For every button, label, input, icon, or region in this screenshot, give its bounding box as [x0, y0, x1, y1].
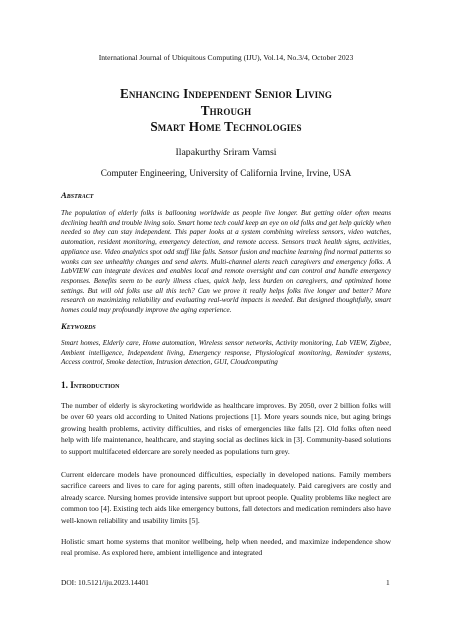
introduction-paragraph-1: The number of elderly is skyrocketing worldwide as healthcare improves. By 2050, over 2 billion folks will be over 60 years old according to United Nations projections [1]. More years sounds nice, but aging brings growing health problems, activity difficulties, and risks of emergencies like falls [2]. Old folks often need help with life maintenance, healthcare, and staying social as declines kick in [3]. Community-based solutions to support multifaceted eldercare are sorely needed as populations turn grey.: [61, 401, 391, 456]
title-line-2: Through: [200, 102, 252, 118]
introduction-heading: 1. Introduction: [61, 380, 120, 390]
abstract-heading: Abstract: [61, 190, 94, 200]
journal-header: International Journal of Ubiquitous Computing (IJU), Vol.14, No.3/4, October 2023: [98, 53, 354, 62]
title-line-1: Enhancing Independent Senior Living: [120, 86, 332, 101]
introduction-paragraph-2: Current eldercare models have pronounced difficulties, especially in developed nations. Family members sacrifice careers and lives to care for aging parents, still often inadequately. Paid caregivers are costly and already scarce. Nursing homes provide intensive support but uproot people. Quality problems like neglect are common too [4]. Existing tech aids like emergency buttons, fall detectors and medication reminders also have well-known reliability and usability limits [5].: [61, 470, 391, 525]
paper-title: [0, 86, 452, 136]
footer-doi: DOI: 10.5121/iju.2023.14401: [61, 578, 149, 587]
page-number: 1: [386, 578, 390, 587]
title-line-3: Smart Home Technologies: [150, 119, 302, 134]
author-affiliation: Computer Engineering, University of California Irvine, Irvine, USA: [100, 168, 352, 178]
abstract-text: The population of elderly folks is ballooning worldwide as people live longer. But getting older often means declining health and trouble living solo. Smart home tech could keep an eye on old folks and get help quickly when needed so they can stay independent. This paper looks at a system combining wireless sensors, video watches, automation, resident monitoring, emergency detection, and remote access. Sensors track health signs, activities, appliance use. Video analytics spot odd stuff like falls. Sensor fusion and machine learning find normal patterns so wonks can see unhealthy changes and send alerts. Multi-channel alerts reach caregivers and emergency folks. A LabVIEW can integrate devices and enables local and remote oversight and can control and handle emergency responses. Benefits seem to be early illness clues, quick help, less burden on caregivers, and optimized home settings. But will old folks use all this tech? Can we prove it really helps folks live longer and better? More research on maximizing reliability and evaluating real-world impacts is needed. But designed thoughtfully, smart homes could may profoundly improve the aging experience.: [61, 209, 391, 315]
keywords-text: Smart homes, Elderly care, Home automation, Wireless sensor networks, Activity monitoring, Lab VIEW, Zigbee, Ambient intelligence, Independent living, Emergency response, Physiological monitoring, Reminder systems, Access control, Smoke detection, Intrusion detection, GUI, Cloudcomputing: [61, 339, 391, 367]
keywords-heading: Keywords: [61, 321, 96, 331]
introduction-paragraph-3: Holistic smart home systems that monitor wellbeing, help when needed, and maximize independence show real promise. As explored here, ambient intelligence and integrated: [61, 537, 391, 558]
author-name: Ilapakurthy Sriram Vamsi: [175, 147, 277, 158]
